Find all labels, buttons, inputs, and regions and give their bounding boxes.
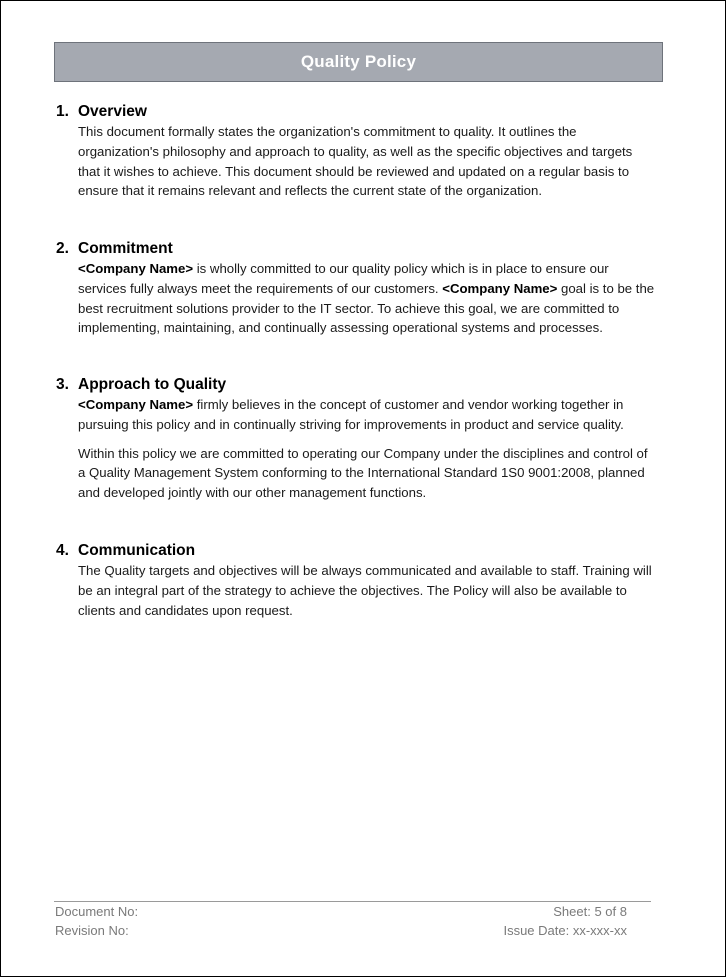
- section-paragraph: [78, 259, 656, 338]
- footer-divider: [54, 901, 651, 902]
- section-number: 2.: [56, 240, 69, 257]
- footer-row: [55, 903, 627, 921]
- section-commitment: [56, 239, 656, 338]
- section-number: 3.: [56, 376, 69, 393]
- section-paragraph: Within this policy we are committed to operating our Company under the disciplines and control of a Quality Management System conforming to the International Standard 1S0 9001:2008, planned and developed jointly with our other management functions.: [78, 445, 648, 501]
- section-number: 1.: [56, 103, 69, 120]
- section-paragraph: The Quality targets and objectives will be always communicated and available to staff. Training will be an integral part of the strategy to achieve the objectives. The Policy will also be available to clients and candidates upon request.: [78, 563, 652, 618]
- section-title: Communication: [78, 542, 196, 559]
- section-communication: [56, 541, 656, 620]
- page-title: Quality Policy: [300, 52, 417, 71]
- paragraph-text: is wholly committed to our quality policy which is in place to ensure our services fully always meet the requirements of our customers.: [78, 261, 609, 296]
- section-paragraph: This document formally states the organization's commitment to quality. It outlines the organization's philosophy and approach to quality, as well as the specific objectives and targets that it wishes to achieve. This document should be reviewed and updated on a regular basis to ensure that it remains relevant and reflects the current state of the organization.: [78, 124, 633, 199]
- footer-row: [55, 922, 627, 940]
- section-number: 4.: [56, 542, 69, 559]
- document-number-label: Document No:: [55, 904, 139, 919]
- company-name-placeholder: <Company Name>: [78, 261, 194, 276]
- section-approach: [56, 375, 656, 503]
- company-name-placeholder: <Company Name>: [78, 397, 194, 412]
- paragraph-text: goal is to be the best recruitment solutions provider to the IT sector. To achieve this goal, we are committed to implementing, maintaining, and continually assessing operational systems and processes.: [78, 280, 655, 336]
- issue-date: Issue Date: xx-xxx-xx: [503, 923, 627, 938]
- section-heading: [56, 102, 656, 122]
- revision-number-label: Revision No:: [55, 923, 129, 938]
- section-overview: [56, 102, 656, 201]
- section-paragraph: [78, 395, 656, 435]
- section-heading: [56, 239, 656, 259]
- company-name-placeholder: <Company Name>: [442, 280, 558, 296]
- section-heading: [56, 541, 656, 561]
- paragraph-text: firmly believes in the concept of customer and vendor working together in pursuing this policy and in continually striving for improvements in product and service quality.: [78, 397, 624, 432]
- title-banner: [54, 42, 663, 82]
- section-heading: [56, 375, 656, 395]
- section-title: Commitment: [78, 240, 173, 257]
- section-title: Overview: [78, 103, 147, 120]
- sheet-number: Sheet: 5 of 8: [553, 904, 627, 919]
- section-title: Approach to Quality: [78, 376, 227, 393]
